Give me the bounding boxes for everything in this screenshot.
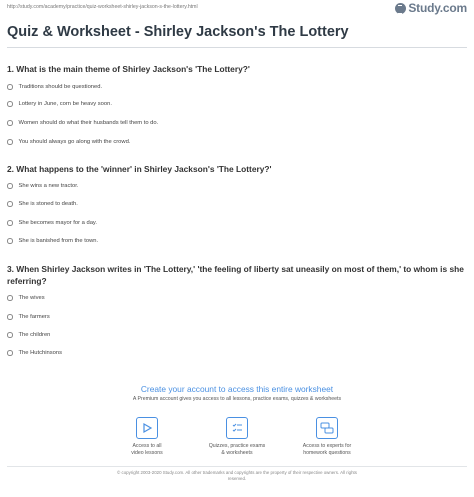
answer-option[interactable] [7, 220, 97, 226]
answer-label: The farmers [18, 314, 50, 320]
cta-title[interactable]: Create your account to access this entire worksheet [140, 384, 334, 394]
copyright-footer: © copyright 2003-2020 Study.com. All other trademarks and copyrights are the property of their respective owners. All rights reserved. [117, 470, 357, 482]
feature-video-lessons [102, 417, 192, 456]
radio-button[interactable] [7, 101, 13, 107]
radio-button[interactable] [7, 220, 13, 226]
answer-option[interactable] [7, 139, 130, 145]
radio-button[interactable] [7, 139, 13, 145]
radio-button[interactable] [7, 84, 13, 90]
radio-button[interactable] [7, 314, 13, 320]
chat-bubbles-icon [316, 417, 338, 439]
radio-button[interactable] [7, 201, 13, 207]
radio-button[interactable] [7, 120, 13, 126]
answer-option[interactable] [7, 101, 112, 107]
answer-option[interactable] [7, 84, 102, 90]
feature-experts [282, 417, 372, 456]
feature-label: Quizzes, practice exams & worksheets [208, 443, 266, 456]
top-bar [0, 0, 474, 14]
page-title: Quiz & Worksheet - Shirley Jackson's The Lottery [7, 24, 349, 40]
cta-subtitle: A Premium account gives you access to all lessons, practice exams, quizzes & worksheets [132, 396, 342, 402]
brand-name: Study.com [408, 1, 467, 15]
radio-button[interactable] [7, 183, 13, 189]
premium-cta [0, 375, 474, 465]
question-3: 3. When Shirley Jackson writes in 'The Lottery,' 'the feeling of liberty sat uneasily on most of them,' to whom is she referring? [7, 264, 464, 286]
video-play-icon [136, 417, 158, 439]
answer-label: She is banished from the town. [18, 238, 99, 244]
footer-divider [7, 466, 467, 467]
radio-button[interactable] [7, 350, 13, 356]
answer-label: Lottery in June, corn be heavy soon. [18, 101, 112, 107]
study-logo-icon [395, 3, 406, 14]
answer-label: She becomes mayor for a day. [18, 220, 98, 226]
answer-label: She is stoned to death. [18, 201, 78, 207]
answer-label: You should always go along with the crowd. [18, 139, 131, 145]
page-url: http://study.com/academy/practice/quiz-worksheet-shirley-jackson-s-the-lottery.html [7, 4, 198, 10]
answer-label: The Hutchinsons [18, 350, 62, 356]
answer-option[interactable] [7, 238, 98, 244]
radio-button[interactable] [7, 238, 13, 244]
answer-label: Women should do what their husbands tell them to do. [18, 120, 159, 126]
answer-label: She wins a new tractor. [18, 183, 79, 189]
answer-label: The children [18, 332, 51, 338]
feature-label: Access to experts for homework questions [302, 443, 352, 456]
radio-button[interactable] [7, 332, 13, 338]
answer-option[interactable] [7, 314, 50, 320]
answer-label: The wives [18, 295, 45, 301]
question-2: 2. What happens to the 'winner' in Shirley Jackson's 'The Lottery?' [7, 164, 272, 174]
radio-button[interactable] [7, 295, 13, 301]
answer-label: Traditions should be questioned. [18, 84, 103, 90]
feature-label: Access to all video lessons [131, 443, 163, 456]
answer-option[interactable] [7, 120, 158, 126]
answer-option[interactable] [7, 332, 50, 338]
answer-option[interactable] [7, 350, 62, 356]
answer-option[interactable] [7, 183, 78, 189]
feature-quizzes [192, 417, 282, 456]
study-com-logo[interactable] [395, 1, 467, 15]
answer-option[interactable] [7, 295, 45, 301]
checklist-icon [226, 417, 248, 439]
title-divider [7, 47, 467, 48]
question-1: 1. What is the main theme of Shirley Jackson's 'The Lottery?' [7, 64, 250, 74]
answer-option[interactable] [7, 201, 78, 207]
